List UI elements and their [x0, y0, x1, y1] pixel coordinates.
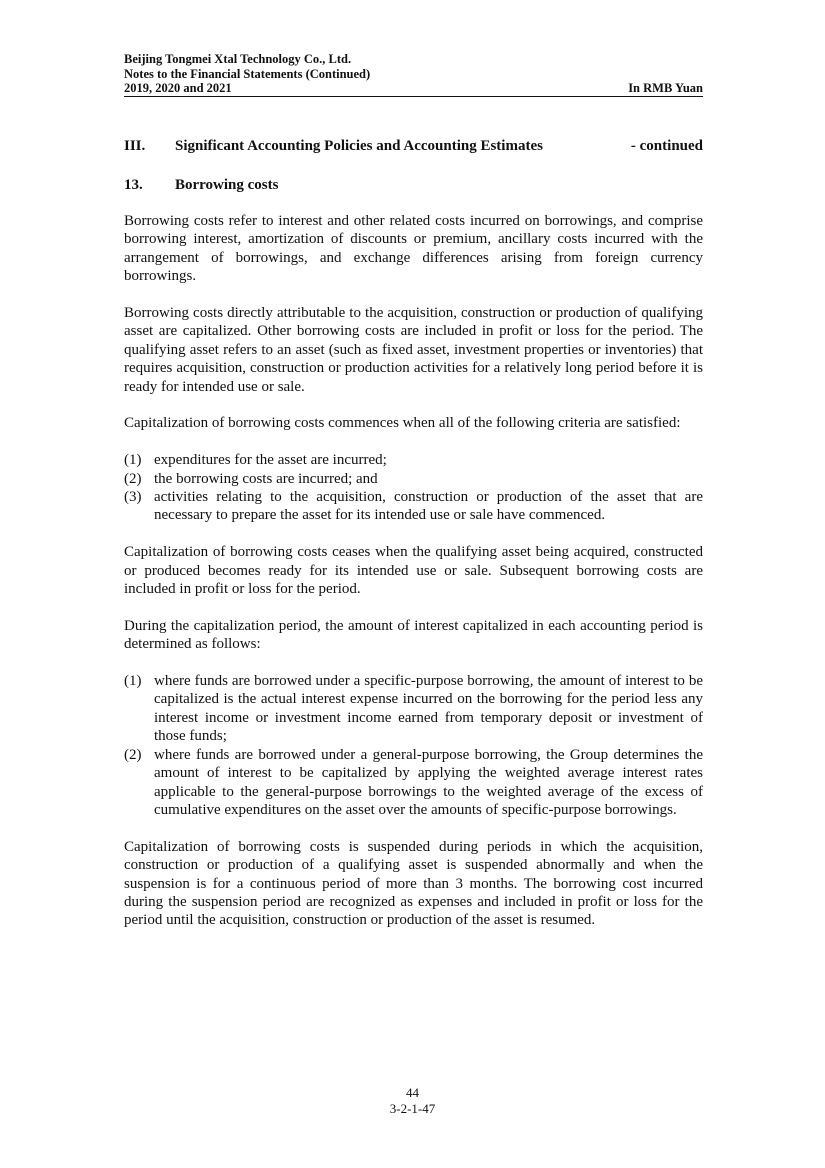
- list-marker: (3): [124, 489, 142, 506]
- paragraph-cessation: Capitalization of borrowing costs ceases when the qualifying asset being acquired, constructed or produced becomes ready for its intended use or sale. Subsequent borrowing costs are included in profit or loss for the period.: [124, 544, 703, 598]
- company-name: Beijing Tongmei Xtal Technology Co., Ltd.: [124, 52, 352, 66]
- paragraph-capitalization: Borrowing costs directly attributable to the acquisition, construction or production of qualifying asset are capitalized. Other borrowing costs are included in profit or loss for the period. The qualifying asset refers to an asset (such as fixed asset, investment properties or inventories) that requires acquisition, construction or production activities for a relatively long period before it is ready for intended use or sale.: [124, 305, 703, 395]
- interest-determination-list: [124, 672, 703, 819]
- list-item: [124, 672, 703, 746]
- list-item: [124, 488, 703, 525]
- reporting-years: 2019, 2020 and 2021: [124, 81, 232, 96]
- list-marker: (2): [124, 746, 142, 763]
- list-marker: (1): [124, 452, 142, 469]
- page-header: [124, 52, 703, 97]
- list-item: [124, 451, 703, 469]
- subsection-number: 13.: [124, 177, 143, 193]
- list-text: where funds are borrowed under a general-purpose borrowing, the Group determines the amount of interest to be capitalized by applying the weighted average interest rates applicable to the general-purpose borrowings to the weighted average of the excess of cumulative expenditures on the asset over the amounts of specific-purpose borrowings.: [154, 746, 703, 818]
- section-heading: [124, 138, 703, 155]
- paragraph-period-determination: During the capitalization period, the amount of interest capitalized in each accounting period is determined as follows:: [124, 617, 703, 653]
- section-number: III.: [124, 138, 146, 154]
- body-text: [124, 212, 703, 948]
- document-reference: 3-2-1-47: [389, 1101, 436, 1116]
- section-continued: - continued: [630, 138, 703, 154]
- statement-subtitle: Notes to the Financial Statements (Continued): [124, 66, 371, 81]
- list-text: the borrowing costs are incurred; and: [154, 470, 378, 487]
- currency-note: In RMB Yuan: [628, 81, 703, 96]
- list-marker: (2): [124, 470, 142, 487]
- page-number: 44: [406, 1085, 419, 1100]
- list-item: [124, 470, 703, 488]
- list-text: where funds are borrowed under a specific-purpose borrowing, the amount of interest to be capitalized is the actual interest expense incurred on the borrowing for the period less any interest income or investment income earned from temporary deposit or investment of those funds;: [154, 673, 703, 745]
- paragraph-suspension: Capitalization of borrowing costs is suspended during periods in which the acquisition, construction or production of a qualifying asset is suspended abnormally and when the suspension is for a continuous period of more than 3 months. The borrowing cost incurred during the suspension period are recognized as expenses and included in profit or loss for the period until the acquisition, construction or production of the asset is resumed.: [124, 838, 703, 929]
- paragraph-commencement: Capitalization of borrowing costs commences when all of the following criteria are satisfied:: [124, 415, 681, 432]
- subsection-heading: [124, 177, 278, 194]
- list-marker: (1): [124, 673, 142, 690]
- list-text: expenditures for the asset are incurred;: [154, 452, 387, 469]
- commencement-criteria-list: [124, 451, 703, 525]
- list-item: [124, 746, 703, 820]
- subsection-title: Borrowing costs: [175, 177, 279, 193]
- header-rule-row: [124, 81, 703, 97]
- paragraph-definition: Borrowing costs refer to interest and other related costs incurred on borrowings, and comprise borrowing interest, amortization of discounts or premium, ancillary costs incurred with the arrangement of borrowings, and exchange differences arising from foreign currency borrowings.: [124, 213, 703, 285]
- list-text: activities relating to the acquisition, construction or production of the asset that are necessary to prepare the asset for its intended use or sale have commenced.: [154, 489, 703, 524]
- section-title: Significant Accounting Policies and Accounting Estimates: [175, 138, 543, 154]
